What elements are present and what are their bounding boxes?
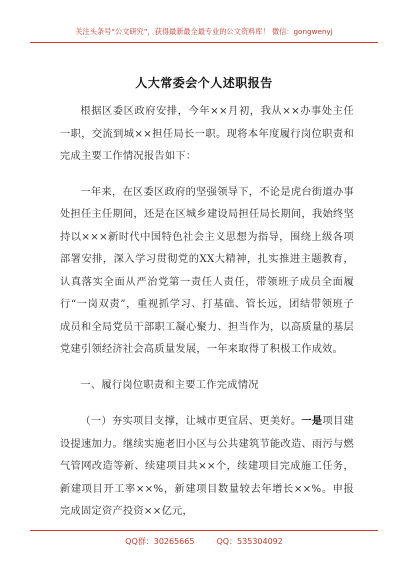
header-banner: 关注头条号“公文研究”，获得最新最全最专业的公文资料库！ 微信：gongwenyj — [75, 27, 333, 36]
subsection-heading: （一）夯实项目支撑，让城市更宜居、更美好。 — [80, 416, 302, 427]
document-title: 人大常委会个人述职报告 — [135, 76, 273, 90]
paragraph-intro: 根据区委区政府安排，今年××月初，我从××办事处主任一职，交流到城××担任局长一职。现将本年度履行岗位职责和完成主要工作情况报告如下： — [60, 106, 354, 162]
header-divider — [30, 42, 378, 43]
point-label: 一是 — [301, 415, 323, 427]
qq-group-number: QQ群：30265665 — [125, 537, 195, 546]
paragraph-project — [60, 410, 354, 524]
footer — [0, 536, 408, 547]
section-heading: 一、履行岗位职责和主要工作完成情况 — [80, 379, 259, 391]
paragraph-project-text: 项目建设提速加力。继续实施老旧小区与公共建筑节能改造、雨污与燃气管网改造等新、续建项目共××个，续建项目完成施工任务，新建项目开工率××%，新建项目数量较去年增长××%。申报完成固定资产投资××亿元， — [60, 416, 354, 517]
qq-number: QQ：535304092 — [216, 537, 283, 546]
document-body — [60, 101, 354, 524]
paragraph-overview: 一年来，在区委区政府的坚强领导下，不论是虎台街道办事处担任主任期间，还是在区城乡建设局担任局长期间，我始终坚持以×××新时代中国特色社会主义思想为指导，围绕上级各项部署安排，深入学习贯彻党的XX大精神，扎实推进主题教育，认真落实全面从严治党第一责任人责任，带领班子成员全面履行“一岗双责”，重视抓学习、打基础、管长远，团结带领班子成员和全局党员干部职工凝心聚力、担当作为，以高质量的基层党建引领经济社会高质量发展，一年来取得了积极工作成效。 — [60, 186, 354, 355]
footer-divider — [30, 530, 378, 531]
